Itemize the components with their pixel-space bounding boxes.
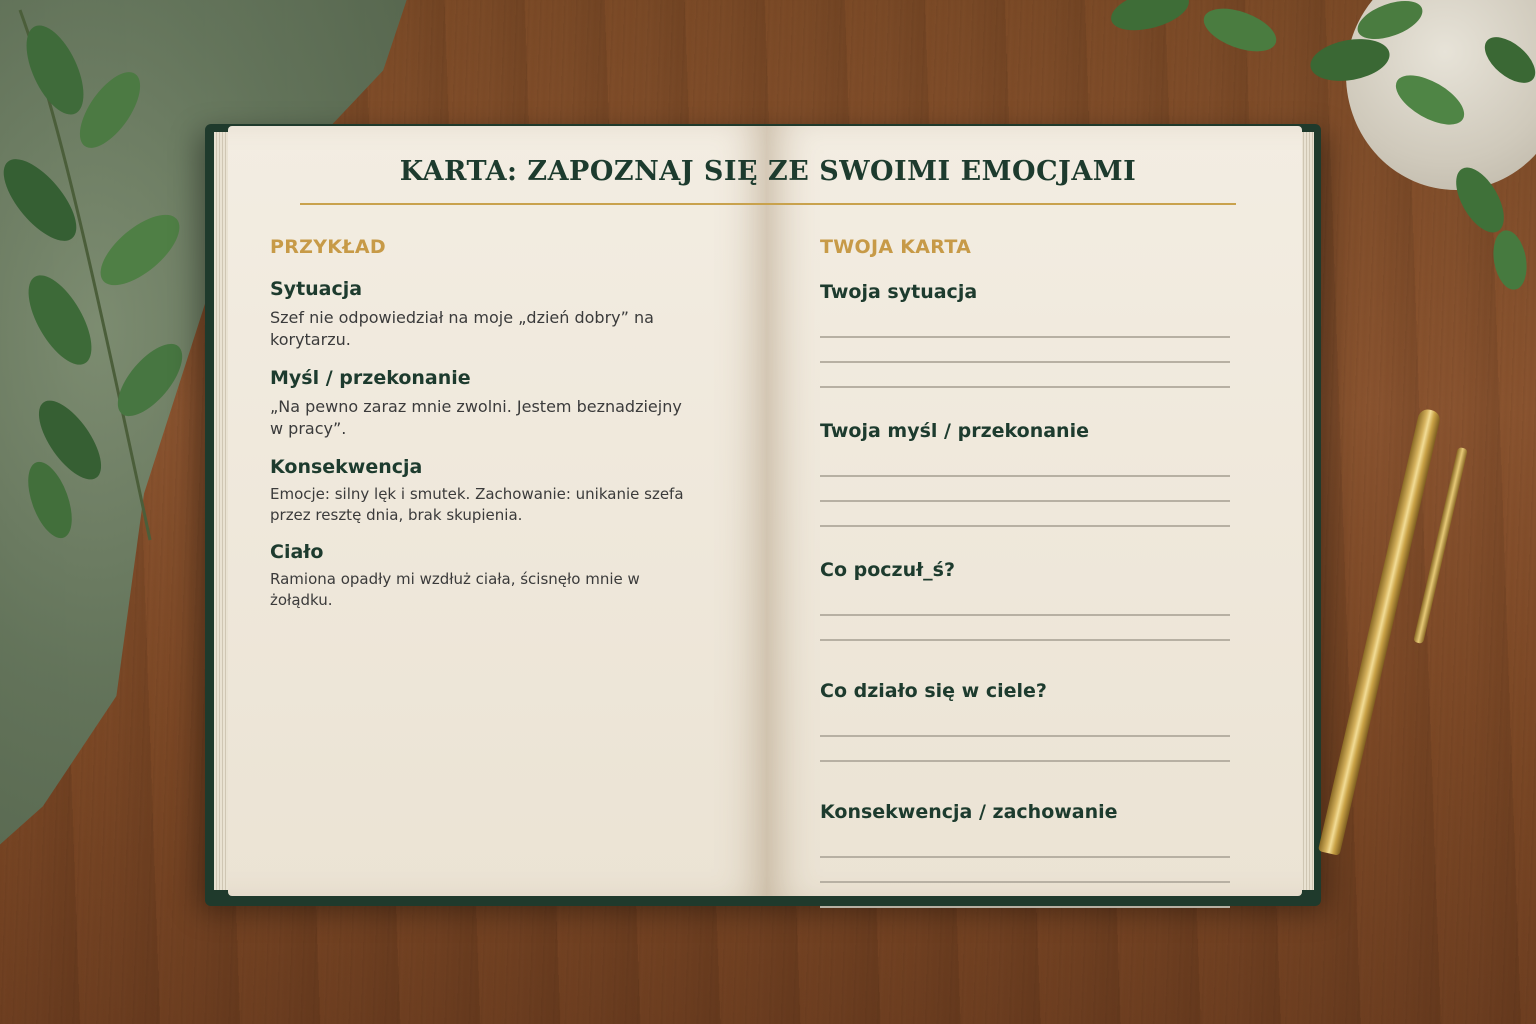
- writing-line[interactable]: [820, 361, 1230, 363]
- field-heading-feeling: Co poczuł_ś?: [820, 559, 955, 581]
- example-heading-consequence: Konsekwencja: [270, 456, 423, 478]
- example-text-body: Ramiona opadły mi wzdłuż ciała, ścisnęło mnie w żołądku.: [270, 570, 640, 609]
- writing-line[interactable]: [820, 475, 1230, 477]
- writing-line[interactable]: [820, 525, 1230, 527]
- writing-line[interactable]: [820, 906, 1230, 908]
- page-title: KARTA: ZAPOZNAJ SIĘ ZE SWOIMI EMOCJAMI: [399, 156, 1137, 187]
- example-text-consequence: Emocje: silny lęk i smutek. Zachowanie: unikanie szefa przez resztę dnia, brak skupienia.: [270, 485, 684, 524]
- example-label: PRZYKŁAD: [270, 236, 386, 258]
- your-card-label: TWOJA KARTA: [820, 236, 972, 258]
- writing-line[interactable]: [820, 336, 1230, 338]
- field-heading-thought: Twoja myśl / przekonanie: [820, 420, 1089, 442]
- example-heading-thought: Myśl / przekonanie: [270, 367, 471, 389]
- example-heading-body: Ciało: [270, 541, 324, 563]
- field-heading-body: Co działo się w ciele?: [820, 680, 1047, 702]
- writing-line[interactable]: [820, 856, 1230, 858]
- writing-line[interactable]: [820, 639, 1230, 641]
- example-text-thought: „Na pewno zaraz mnie zwolni. Jestem beznadziejny w pracy”.: [270, 397, 682, 438]
- writing-line[interactable]: [820, 760, 1230, 762]
- page-edges-right: [1300, 132, 1314, 890]
- writing-line[interactable]: [820, 386, 1230, 388]
- writing-line[interactable]: [820, 881, 1230, 883]
- writing-line[interactable]: [820, 614, 1230, 616]
- leaf-icon: [0, 0, 230, 560]
- example-text-situation: Szef nie odpowiedział na moje „dzień dobry” na korytarzu.: [270, 308, 654, 349]
- example-heading-situation: Sytuacja: [270, 278, 363, 300]
- field-heading-consequence: Konsekwencja / zachowanie: [820, 801, 1118, 823]
- writing-line[interactable]: [820, 735, 1230, 737]
- field-heading-situation: Twoja sytuacja: [820, 281, 978, 303]
- title-divider: [300, 203, 1236, 205]
- writing-line[interactable]: [820, 500, 1230, 502]
